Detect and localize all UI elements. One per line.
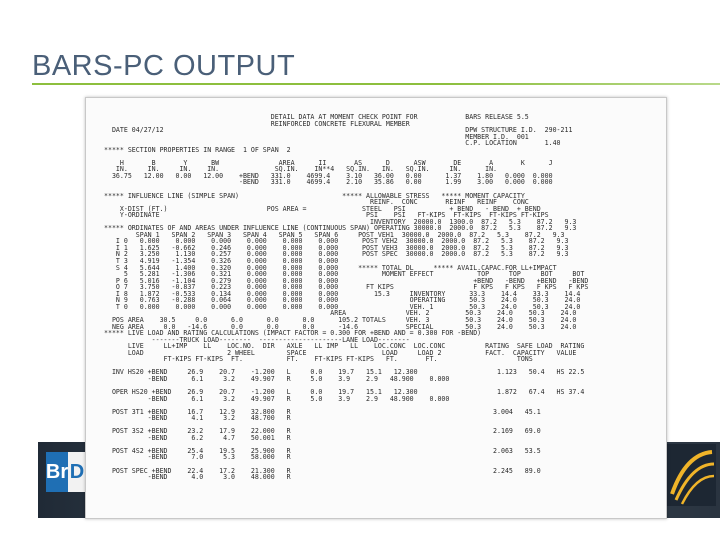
- output-line: OPER HS20 +BEND 26.9 20.7 -1.200 L 0.0 19.7 15.1 12.300 1.872 67.4 HS 37.4: [104, 387, 585, 396]
- output-line: ***** INFLUENCE LINE (SIMPLE SPAN) ***** ALLOWABLE STRESS ***** MOMENT CAPACITY: [104, 191, 525, 200]
- output-line: MEMBER I.D. 001: [104, 132, 529, 141]
- output-line: Y-ORDINATE PSI PSI FT-KIPS FT-KIPS FT-KIPS FT-KIPS: [104, 211, 549, 220]
- output-line: REINFORCED CONCRETE FLEXURAL MEMBER: [104, 119, 410, 128]
- output-line: ***** SECTION PROPERTIES IN RANGE 1 OF SPAN 2: [104, 145, 291, 154]
- output-line: -BEND 7.0 5.3 58.000 R: [104, 453, 291, 462]
- output-line: ***** ORDINATES OF AND AREAS UNDER INFLUENCE LINE (CONTINUOUS SPAN) OPERATING 30000.0 2000.0 87.2 5.3 87.2 9.3: [104, 224, 577, 233]
- logo-letter-d: D: [68, 452, 86, 492]
- output-line: POST 4S2 +BEND 25.4 19.5 25.900 R 2.063 53.5: [104, 446, 541, 455]
- output-line: T 0 0.000 0.000 0.000 0.000 0.000 0.000 VEH. 1 50.3 24.0 50.3 24.0: [104, 302, 581, 311]
- output-line: SPAN 1 SPAN 2 SPAN 3 SPAN 4 SPAN 5 SPAN 6 POST VEH1 30000.0 2000.0 87.2 5.3 87.2 9.3: [104, 230, 565, 239]
- output-line: H B Y BW AREA II AS D ASW DE A K J: [104, 158, 553, 167]
- output-line: FT-KIPS FT-KIPS FT. FT. FT-KIPS FT-KIPS FT. FT. TONS: [104, 355, 533, 364]
- output-line: NEG AREA 0.0 -14.6 0.0 0.0 0.0 -14.6 SPECIAL 50.3 24.0 50.3 24.0: [104, 322, 577, 331]
- output-line: -BEND 4.0 3.0 48.000 R: [104, 473, 291, 482]
- output-line: N 9 0.763 -0.288 0.064 0.000 0.000 0.000 OPERATING 50.3 24.0 50.3 24.0: [104, 296, 581, 305]
- output-line: N 2 3.250 1.130 0.257 0.000 0.000 0.000 POST SPEC 30000.0 2000.0 87.2 5.3 87.2 9.3: [104, 250, 569, 259]
- output-line: POS AREA 30.5 0.0 6.0 0.0 0.0 105.2 TOTALS VEH. 3 50.3 24.0 50.3 24.0: [104, 315, 577, 324]
- output-line: T 3 4.919 -1.354 0.326 0.000 0.000 0.000: [104, 257, 339, 266]
- output-line: 36.75 12.00 0.00 12.00 +BEND 331.0 4699.4 3.10 36.00 0.00 1.37 1.80 0.000 0.000: [104, 171, 553, 180]
- output-line: O 7 3.750 -0.837 0.223 0.000 0.000 0.000 FT KIPS F KPS F KPS F KPS F KPS: [104, 283, 589, 292]
- slide-title: BARS-PC OUTPUT: [32, 50, 296, 82]
- output-line: DATE 04/27/12 DPW STRUCTURE I.D. 290-211: [104, 126, 573, 135]
- output-line: 5 5.281 -1.306 0.321 0.000 0.000 0.000 MOMENT EFFECT TOP TOP BOT BOT: [104, 270, 585, 279]
- output-line: -BEND 6.1 3.2 49.907 R 5.0 3.9 2.9 48.900 0.000: [104, 374, 450, 383]
- output-line: I 0 0.000 0.000 0.000 0.000 0.000 0.000 POST VEH2 30000.0 2000.0 87.2 5.3 87.2 9.3: [104, 237, 569, 246]
- output-line: AREA VEH. 2 50.3 24.0 50.3 24.0: [104, 309, 577, 318]
- output-line: POST 3S2 +BEND 23.2 17.9 22.000 R 2.169 69.0: [104, 427, 541, 436]
- logo-letter-br: Br: [46, 452, 68, 492]
- output-line: IN. IN. IN. IN. SQ.IN. IN**4 SQ.IN. IN. SQ.IN. IN. IN.: [104, 165, 498, 174]
- output-line: -BEND 4.1 3.2 48.700 R: [104, 414, 291, 423]
- output-line: S 4 5.644 1.400 0.320 0.000 0.000 0.000 ***** TOTAL DL ***** AVAIL.CAPAC.FOR LL+IMPACT: [104, 263, 557, 272]
- swirl-logo-icon: [666, 444, 716, 506]
- output-line: I 1 1.625 -0.662 0.246 0.000 0.000 0.000 POST VEH3 30000.0 2000.0 87.2 5.3 87.2 9.3: [104, 243, 569, 252]
- output-line: LIVE LL+IMP LL LOC.NO. DIR AXLE LL IMP LL LOC.CONC LOC.CONC RATING SAFE LOAD RATING: [104, 342, 585, 351]
- output-text: [104, 114, 588, 481]
- output-line: -BEND 331.0 4699.4 2.10 35.86 0.00 1.99 3.00 0.000 0.000: [104, 178, 553, 187]
- output-line: X-DIST (FT.) POS AREA = STEEL PSI + BEND - BEND + BEND: [104, 204, 541, 213]
- output-line: -------TRUCK LOAD-------- ---------------------LANE LOAD--------: [104, 335, 410, 344]
- output-line: P 6 5.016 -1.104 0.279 0.000 0.000 0.000 +BEND -BEND +BEND -BEND: [104, 276, 589, 285]
- title-underline: [32, 83, 720, 85]
- output-line: -BEND 6.1 3.2 49.907 R 5.0 3.9 2.9 48.900 0.000: [104, 394, 450, 403]
- output-line: ***** LIVE LOAD AND RATING CALCULATIONS (IMPACT FACTOR = 0.300 FOR +BEND AND = 0.300 FOR -BEND): [104, 329, 482, 338]
- output-line: POST 3T1 +BEND 16.7 12.9 32.800 R 3.004 45.1: [104, 407, 541, 416]
- output-line: INV HS20 +BEND 26.9 20.7 -1.200 L 0.0 19.7 15.1 12.300 1.123 50.4 HS 22.5: [104, 368, 585, 377]
- output-line: LOAD 2 WHEEL SPACE LOAD LOAD 2 FACT. CAPACITY VALUE: [104, 348, 577, 357]
- output-line: INVENTORY 20000.0 1300.0 87.2 5.3 87.2 9.3: [104, 217, 577, 226]
- bars-output-printout: [85, 97, 667, 519]
- output-line: C.P. LOCATION 1.40: [104, 139, 561, 148]
- output-line: POST SPEC +BEND 22.4 17.2 21.300 R 2.245 89.0: [104, 466, 541, 475]
- output-line: REINF. CONC REINF REINF CONC: [104, 198, 529, 207]
- output-line: I 8 1.872 -0.533 0.134 0.000 0.000 0.000 15.3 INVENTORY 33.3 14.4 33.3 14.4: [104, 289, 581, 298]
- brd-logo: [46, 452, 86, 492]
- output-line: DETAIL DATA AT MOMENT CHECK POINT FOR BARS RELEASE 5.5: [104, 113, 529, 121]
- output-line: -BEND 6.2 4.7 50.001 R: [104, 433, 291, 442]
